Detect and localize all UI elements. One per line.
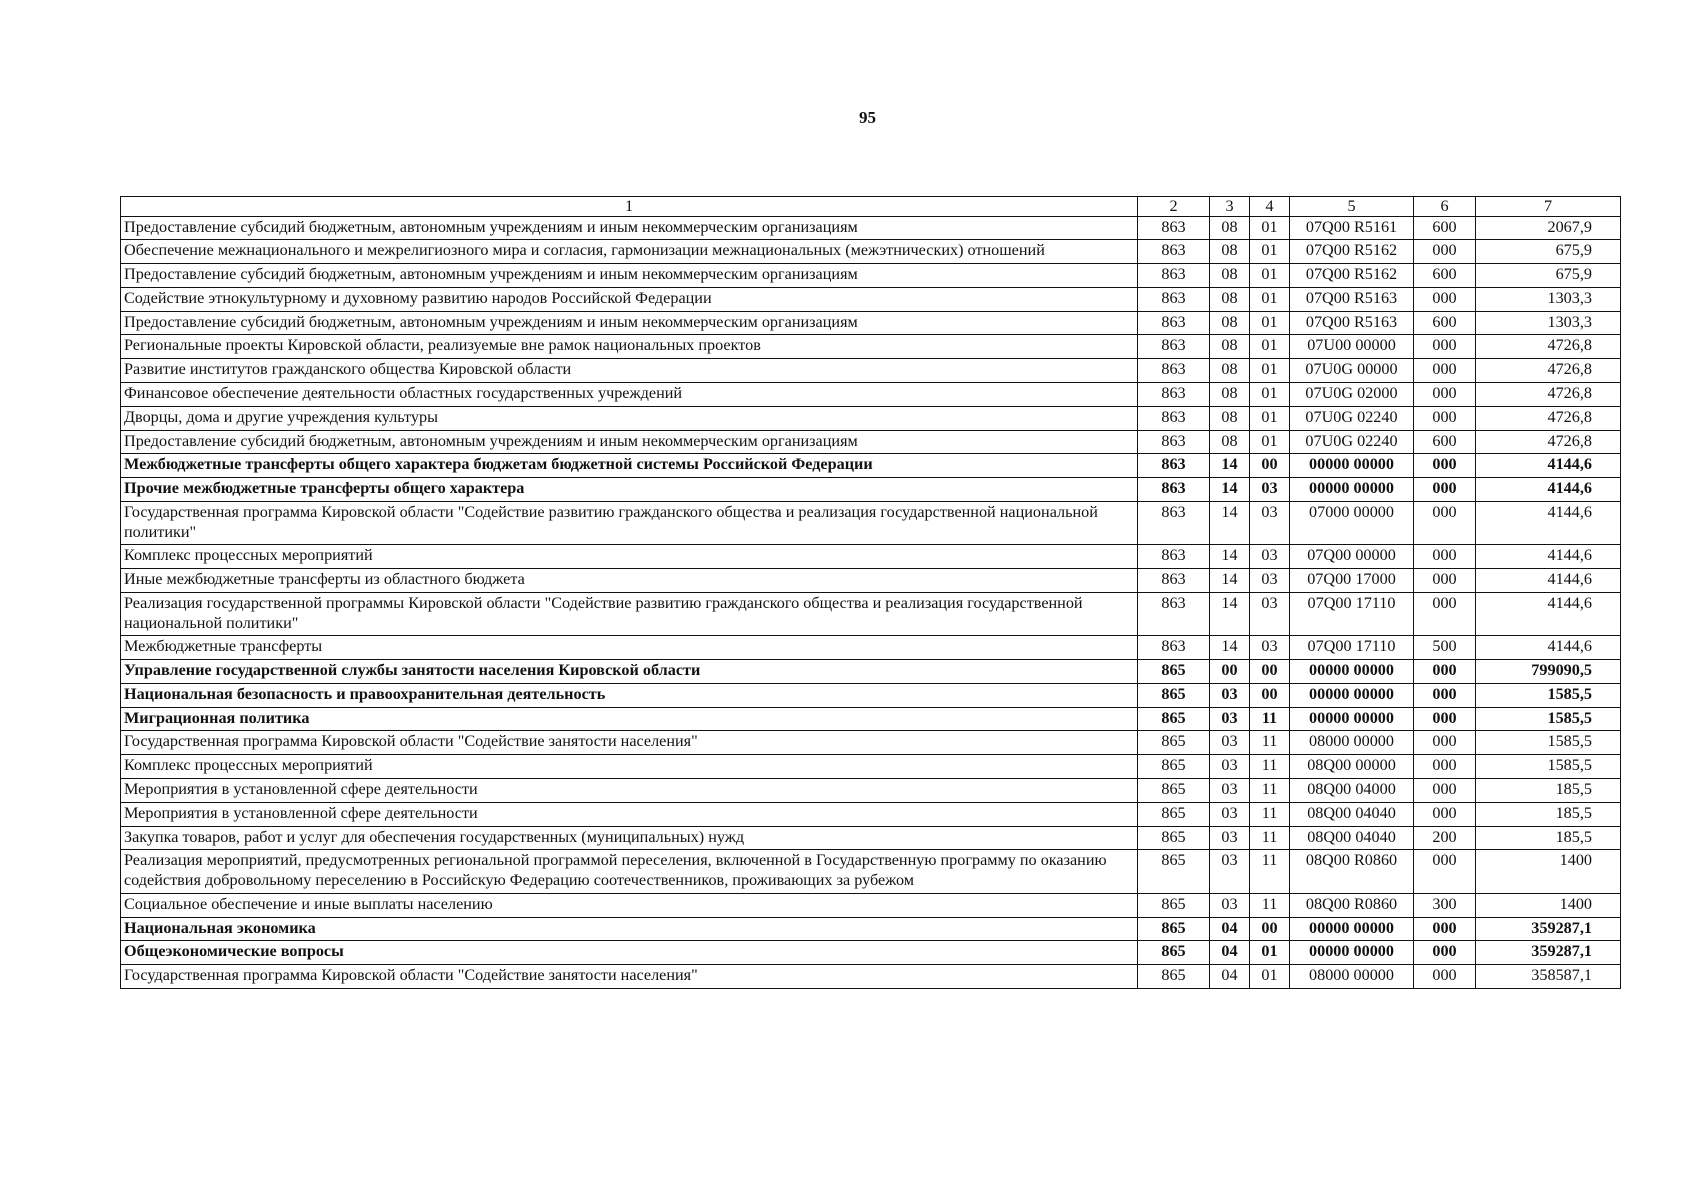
row-name-cell: Иные межбюджетные трансферты из областного бюджета [121,569,1138,593]
row-code-3-cell: 08 [1210,359,1250,383]
row-name-cell: Межбюджетные трансферты общего характера бюджетам бюджетной системы Российской Федерации [121,454,1138,478]
row-amount-cell: 4144,6 [1476,478,1621,502]
row-code-4-cell: 01 [1250,311,1290,335]
row-code-3-cell: 04 [1210,965,1250,989]
row-code-2-cell: 865 [1138,802,1210,826]
row-code-2-cell: 865 [1138,660,1210,684]
row-amount-cell: 4726,8 [1476,359,1621,383]
row-code-3-cell: 08 [1210,335,1250,359]
row-code-6-cell: 600 [1414,264,1476,288]
header-col-5: 5 [1290,197,1414,217]
row-name-cell: Социальное обеспечение и иные выплаты населению [121,893,1138,917]
row-code-4-cell: 11 [1250,707,1290,731]
row-amount-cell: 4726,8 [1476,382,1621,406]
row-code-5-cell: 07Q00 R5162 [1290,264,1414,288]
table-row [121,501,1621,545]
row-code-5-cell: 08Q00 04040 [1290,826,1414,850]
row-code-3-cell: 14 [1210,501,1250,545]
row-amount-cell: 4726,8 [1476,406,1621,430]
row-code-4-cell: 11 [1250,802,1290,826]
row-code-6-cell: 000 [1414,779,1476,803]
row-code-4-cell: 03 [1250,478,1290,502]
row-code-4-cell: 00 [1250,683,1290,707]
row-amount-cell: 1585,5 [1476,707,1621,731]
row-name-cell: Обеспечение межнационального и межрелигиозного мира и согласия, гармонизации межнациональных (межэтнических) отношений [121,240,1138,264]
table-row [121,941,1621,965]
row-code-6-cell: 000 [1414,478,1476,502]
row-code-4-cell: 01 [1250,264,1290,288]
row-amount-cell: 1400 [1476,850,1621,894]
row-amount-cell: 1585,5 [1476,755,1621,779]
row-code-4-cell: 01 [1250,240,1290,264]
row-code-2-cell: 863 [1138,359,1210,383]
row-code-2-cell: 863 [1138,287,1210,311]
row-code-6-cell: 000 [1414,592,1476,636]
row-amount-cell: 4144,6 [1476,592,1621,636]
header-col-4: 4 [1250,197,1290,217]
row-code-5-cell: 07U00 00000 [1290,335,1414,359]
row-code-5-cell: 00000 00000 [1290,941,1414,965]
row-code-5-cell: 07U0G 02240 [1290,430,1414,454]
row-name-cell: Мероприятия в установленной сфере деятельности [121,779,1138,803]
row-name-cell: Содействие этнокультурному и духовному развитию народов Российской Федерации [121,287,1138,311]
row-name-cell: Реализация государственной программы Кировской области "Содействие развитию гражданского общества и реализация государственной национальной политики" [121,592,1138,636]
row-code-6-cell: 600 [1414,311,1476,335]
row-amount-cell: 1585,5 [1476,731,1621,755]
row-amount-cell: 358587,1 [1476,965,1621,989]
row-amount-cell: 4144,6 [1476,454,1621,478]
budget-table-container [120,196,1620,989]
row-name-cell: Мероприятия в установленной сфере деятельности [121,802,1138,826]
row-name-cell: Общеэкономические вопросы [121,941,1138,965]
row-code-3-cell: 03 [1210,707,1250,731]
table-row [121,311,1621,335]
row-name-cell: Реализация мероприятий, предусмотренных региональной программой переселения, включенной в Государственную программу по оказанию содействия добровольному переселению в Российскую Федерацию соотечественников, проживающих за рубежом [121,850,1138,894]
row-code-3-cell: 03 [1210,779,1250,803]
row-code-6-cell: 000 [1414,850,1476,894]
header-col-3: 3 [1210,197,1250,217]
row-code-5-cell: 08Q00 04040 [1290,802,1414,826]
row-code-3-cell: 08 [1210,240,1250,264]
row-code-2-cell: 863 [1138,335,1210,359]
row-name-cell: Государственная программа Кировской области "Содействие занятости населения" [121,731,1138,755]
row-code-5-cell: 07Q00 17000 [1290,569,1414,593]
row-code-3-cell: 04 [1210,917,1250,941]
row-code-5-cell: 07U0G 02240 [1290,406,1414,430]
row-code-2-cell: 863 [1138,454,1210,478]
row-amount-cell: 185,5 [1476,826,1621,850]
row-code-5-cell: 07Q00 R5162 [1290,240,1414,264]
row-code-2-cell: 863 [1138,636,1210,660]
row-amount-cell: 675,9 [1476,264,1621,288]
table-row [121,917,1621,941]
row-code-5-cell: 07Q00 R5161 [1290,216,1414,240]
row-code-2-cell: 865 [1138,917,1210,941]
row-code-4-cell: 03 [1250,569,1290,593]
table-row [121,592,1621,636]
row-name-cell: Комплекс процессных мероприятий [121,545,1138,569]
row-amount-cell: 4144,6 [1476,545,1621,569]
row-code-2-cell: 863 [1138,501,1210,545]
row-amount-cell: 1585,5 [1476,683,1621,707]
row-code-4-cell: 11 [1250,893,1290,917]
table-row [121,802,1621,826]
table-row [121,569,1621,593]
table-row [121,731,1621,755]
table-row [121,683,1621,707]
row-amount-cell: 359287,1 [1476,941,1621,965]
row-name-cell: Прочие межбюджетные трансферты общего характера [121,478,1138,502]
header-col-6: 6 [1414,197,1476,217]
row-code-5-cell: 00000 00000 [1290,917,1414,941]
row-code-3-cell: 14 [1210,592,1250,636]
row-code-3-cell: 03 [1210,683,1250,707]
row-code-3-cell: 08 [1210,430,1250,454]
row-code-3-cell: 08 [1210,406,1250,430]
row-name-cell: Предоставление субсидий бюджетным, автономным учреждениям и иным некоммерческим организациям [121,430,1138,454]
row-code-4-cell: 00 [1250,917,1290,941]
row-amount-cell: 4144,6 [1476,501,1621,545]
row-name-cell: Межбюджетные трансферты [121,636,1138,660]
row-code-2-cell: 865 [1138,755,1210,779]
row-name-cell: Государственная программа Кировской области "Содействие занятости населения" [121,965,1138,989]
row-code-5-cell: 08000 00000 [1290,731,1414,755]
row-code-3-cell: 03 [1210,755,1250,779]
row-code-5-cell: 00000 00000 [1290,683,1414,707]
table-row [121,478,1621,502]
row-amount-cell: 4144,6 [1476,569,1621,593]
row-name-cell: Предоставление субсидий бюджетным, автономным учреждениям и иным некоммерческим организациям [121,311,1138,335]
row-code-2-cell: 865 [1138,965,1210,989]
row-code-5-cell: 07Q00 00000 [1290,545,1414,569]
row-code-4-cell: 03 [1250,636,1290,660]
row-code-5-cell: 00000 00000 [1290,478,1414,502]
row-code-4-cell: 01 [1250,430,1290,454]
row-code-5-cell: 08Q00 R0860 [1290,850,1414,894]
row-name-cell: Государственная программа Кировской области "Содействие развитию гражданского общества и реализация государственной национальной политики" [121,501,1138,545]
row-code-3-cell: 14 [1210,569,1250,593]
row-code-2-cell: 863 [1138,430,1210,454]
row-code-3-cell: 14 [1210,454,1250,478]
row-code-2-cell: 863 [1138,545,1210,569]
row-code-6-cell: 000 [1414,731,1476,755]
row-amount-cell: 4726,8 [1476,430,1621,454]
table-row [121,406,1621,430]
row-code-6-cell: 600 [1414,216,1476,240]
row-code-6-cell: 000 [1414,917,1476,941]
table-row [121,660,1621,684]
row-amount-cell: 1303,3 [1476,287,1621,311]
row-code-5-cell: 08Q00 00000 [1290,755,1414,779]
row-code-2-cell: 863 [1138,569,1210,593]
row-code-2-cell: 865 [1138,850,1210,894]
row-amount-cell: 1400 [1476,893,1621,917]
page-number: 95 [859,108,876,127]
table-body [121,216,1621,988]
row-code-3-cell: 00 [1210,660,1250,684]
row-name-cell: Региональные проекты Кировской области, реализуемые вне рамок национальных проектов [121,335,1138,359]
row-amount-cell: 359287,1 [1476,917,1621,941]
row-name-cell: Дворцы, дома и другие учреждения культуры [121,406,1138,430]
row-code-5-cell: 07U0G 02000 [1290,382,1414,406]
table-row [121,287,1621,311]
row-amount-cell: 185,5 [1476,779,1621,803]
row-code-4-cell: 00 [1250,660,1290,684]
row-code-5-cell: 07U0G 00000 [1290,359,1414,383]
row-name-cell: Миграционная политика [121,707,1138,731]
row-code-3-cell: 04 [1210,941,1250,965]
table-row [121,454,1621,478]
row-code-5-cell: 08Q00 R0860 [1290,893,1414,917]
row-amount-cell: 4144,6 [1476,636,1621,660]
row-code-6-cell: 000 [1414,359,1476,383]
row-code-4-cell: 01 [1250,382,1290,406]
row-code-2-cell: 865 [1138,707,1210,731]
row-code-2-cell: 863 [1138,478,1210,502]
row-code-6-cell: 000 [1414,501,1476,545]
row-code-4-cell: 01 [1250,965,1290,989]
row-code-4-cell: 11 [1250,826,1290,850]
row-name-cell: Закупка товаров, работ и услуг для обеспечения государственных (муниципальных) нужд [121,826,1138,850]
row-code-6-cell: 000 [1414,802,1476,826]
header-col-1: 1 [121,197,1138,217]
row-code-2-cell: 863 [1138,382,1210,406]
table-row [121,545,1621,569]
table-row [121,359,1621,383]
row-code-3-cell: 03 [1210,731,1250,755]
row-amount-cell: 675,9 [1476,240,1621,264]
table-row [121,826,1621,850]
row-code-2-cell: 863 [1138,311,1210,335]
table-row [121,850,1621,894]
row-code-6-cell: 000 [1414,545,1476,569]
row-amount-cell: 799090,5 [1476,660,1621,684]
row-code-4-cell: 03 [1250,545,1290,569]
table-row [121,264,1621,288]
table-row [121,216,1621,240]
table-row [121,755,1621,779]
row-code-4-cell: 01 [1250,406,1290,430]
row-code-4-cell: 00 [1250,454,1290,478]
row-code-6-cell: 000 [1414,454,1476,478]
table-row [121,893,1621,917]
table-row [121,240,1621,264]
row-code-6-cell: 000 [1414,287,1476,311]
row-code-2-cell: 865 [1138,731,1210,755]
row-name-cell: Управление государственной службы занятости населения Кировской области [121,660,1138,684]
row-code-2-cell: 865 [1138,826,1210,850]
budget-table [120,196,1621,989]
row-code-5-cell: 07Q00 R5163 [1290,287,1414,311]
row-code-6-cell: 200 [1414,826,1476,850]
table-row [121,430,1621,454]
row-code-3-cell: 08 [1210,264,1250,288]
row-code-6-cell: 000 [1414,406,1476,430]
row-code-6-cell: 300 [1414,893,1476,917]
row-name-cell: Предоставление субсидий бюджетным, автономным учреждениям и иным некоммерческим организациям [121,264,1138,288]
row-code-4-cell: 01 [1250,941,1290,965]
row-code-4-cell: 01 [1250,216,1290,240]
row-code-2-cell: 863 [1138,264,1210,288]
row-code-5-cell: 07Q00 17110 [1290,592,1414,636]
row-code-5-cell: 07Q00 17110 [1290,636,1414,660]
table-row [121,636,1621,660]
row-code-6-cell: 000 [1414,382,1476,406]
row-code-4-cell: 11 [1250,731,1290,755]
row-code-3-cell: 03 [1210,850,1250,894]
row-code-5-cell: 07Q00 R5163 [1290,311,1414,335]
row-name-cell: Национальная безопасность и правоохранительная деятельность [121,683,1138,707]
row-code-3-cell: 14 [1210,545,1250,569]
row-code-4-cell: 11 [1250,779,1290,803]
row-code-3-cell: 08 [1210,311,1250,335]
row-code-3-cell: 14 [1210,478,1250,502]
row-code-6-cell: 000 [1414,335,1476,359]
row-code-5-cell: 00000 00000 [1290,707,1414,731]
row-name-cell: Развитие институтов гражданского общества Кировской области [121,359,1138,383]
row-code-3-cell: 03 [1210,802,1250,826]
row-code-4-cell: 11 [1250,850,1290,894]
row-code-6-cell: 000 [1414,707,1476,731]
header-col-7: 7 [1476,197,1621,217]
row-code-2-cell: 863 [1138,216,1210,240]
row-code-5-cell: 00000 00000 [1290,454,1414,478]
row-code-6-cell: 000 [1414,941,1476,965]
row-code-6-cell: 000 [1414,683,1476,707]
row-code-5-cell: 08000 00000 [1290,965,1414,989]
row-name-cell: Комплекс процессных мероприятий [121,755,1138,779]
row-name-cell: Финансовое обеспечение деятельности областных государственных учреждений [121,382,1138,406]
row-amount-cell: 4726,8 [1476,335,1621,359]
row-code-6-cell: 500 [1414,636,1476,660]
row-code-5-cell: 08Q00 04000 [1290,779,1414,803]
row-code-2-cell: 865 [1138,941,1210,965]
row-code-4-cell: 01 [1250,359,1290,383]
row-code-5-cell: 07000 00000 [1290,501,1414,545]
row-code-2-cell: 865 [1138,683,1210,707]
row-code-6-cell: 000 [1414,569,1476,593]
row-code-2-cell: 863 [1138,406,1210,430]
row-code-2-cell: 863 [1138,592,1210,636]
row-code-3-cell: 08 [1210,287,1250,311]
table-row [121,779,1621,803]
row-amount-cell: 1303,3 [1476,311,1621,335]
row-code-2-cell: 863 [1138,240,1210,264]
row-code-6-cell: 000 [1414,965,1476,989]
row-code-4-cell: 11 [1250,755,1290,779]
row-name-cell: Предоставление субсидий бюджетным, автономным учреждениям и иным некоммерческим организациям [121,216,1138,240]
row-code-3-cell: 03 [1210,893,1250,917]
table-row [121,335,1621,359]
row-code-2-cell: 865 [1138,779,1210,803]
table-header [121,197,1621,217]
row-code-3-cell: 14 [1210,636,1250,660]
table-row [121,965,1621,989]
table-row [121,382,1621,406]
header-col-2: 2 [1138,197,1210,217]
header-row [121,197,1621,217]
row-code-3-cell: 08 [1210,216,1250,240]
row-code-4-cell: 03 [1250,501,1290,545]
row-code-4-cell: 01 [1250,287,1290,311]
row-code-6-cell: 600 [1414,430,1476,454]
row-code-6-cell: 000 [1414,240,1476,264]
row-code-6-cell: 000 [1414,660,1476,684]
row-code-6-cell: 000 [1414,755,1476,779]
row-code-3-cell: 08 [1210,382,1250,406]
row-name-cell: Национальная экономика [121,917,1138,941]
row-amount-cell: 2067,9 [1476,216,1621,240]
row-amount-cell: 185,5 [1476,802,1621,826]
row-code-4-cell: 01 [1250,335,1290,359]
row-code-3-cell: 03 [1210,826,1250,850]
row-code-4-cell: 03 [1250,592,1290,636]
row-code-5-cell: 00000 00000 [1290,660,1414,684]
row-code-2-cell: 865 [1138,893,1210,917]
table-row [121,707,1621,731]
